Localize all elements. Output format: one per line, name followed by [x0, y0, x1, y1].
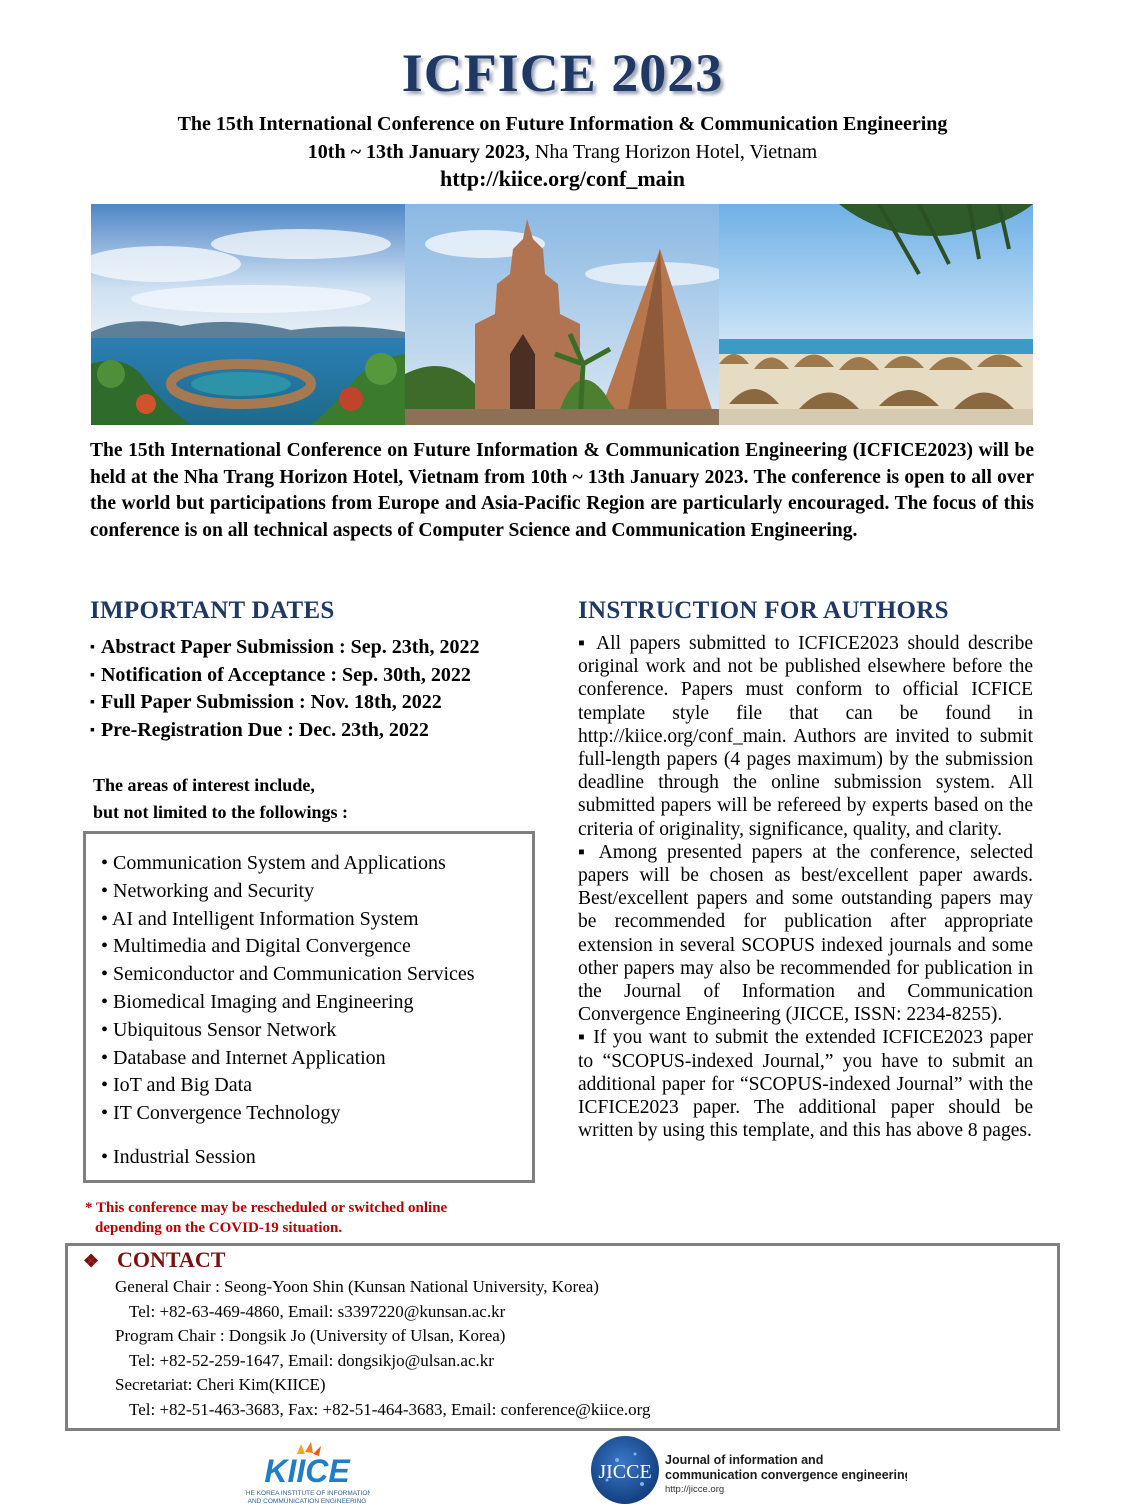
- date-item: ▪ Notification of Acceptance : Sep. 30th, 2022: [90, 662, 560, 690]
- areas-of-interest-box: [83, 831, 535, 1183]
- jicce-logo-line: Journal of information and: [665, 1453, 824, 1467]
- area-item: • Communication System and Applications: [101, 852, 446, 874]
- area-item: • Multimedia and Digital Convergence: [101, 935, 411, 958]
- areas-intro-line: The areas of interest include,: [93, 775, 315, 795]
- instructions-heading: INSTRUCTION FOR AUTHORS: [578, 597, 949, 624]
- instruction-paragraph: ▪ All papers submitted to ICFICE2023 should describe original work and not be published elsewhere before the conference. Papers must conform to official ICFICE template style file that can be found in http://kiice.org/conf_main. Authors are invited to submit full-length papers (4 pages maximum) by the submission deadline through the online submission system. All submitted papers will be refereed by experts based on the criteria of originality, significance, quality, and clarity.: [578, 633, 1033, 840]
- area-item: • Database and Internet Application: [101, 1046, 386, 1069]
- beach-umbrellas-photo: [719, 204, 1033, 425]
- general-chair: General Chair : Seong-Yoon Shin (Kunsan National University, Korea): [115, 1277, 599, 1296]
- nha-trang-bay-photo: [91, 204, 405, 425]
- kiice-logo-name: KIICE: [264, 1453, 350, 1489]
- area-item: • AI and Intelligent Information System: [101, 907, 419, 930]
- secretariat-contact: Tel: +82-51-463-3683, Fax: +82-51-464-3683, Email: conference@kiice.org: [129, 1399, 651, 1419]
- jicce-logo-url: http://jicce.org: [665, 1484, 725, 1495]
- areas-intro-line: but not limited to the followings :: [93, 802, 349, 822]
- kiice-logo-caption: THE KOREA INSTITUTE OF INFORMATION: [245, 1490, 370, 1497]
- page-title: ICFICE 2023: [401, 43, 724, 103]
- conference-full-name: The 15th International Conference on Future Information & Communication Engineering: [177, 113, 948, 135]
- po-nagar-temple-photo: [405, 204, 719, 425]
- photo-strip: [91, 204, 1033, 425]
- conference-dates: 10th ~ 13th January 2023,: [307, 141, 530, 163]
- kiice-logo: [245, 1440, 370, 1506]
- covid-note: [85, 1198, 545, 1238]
- diamond-bullet-icon: ❖: [83, 1251, 100, 1271]
- contact-details: [115, 1275, 1045, 1422]
- area-item: • IoT and Big Data: [101, 1074, 253, 1097]
- area-item: • Networking and Security: [101, 879, 315, 902]
- instruction-paragraph: ▪ If you want to submit the extended ICFICE2023 paper to “SCOPUS-indexed Journal,” you have to submit an additional paper for “SCOPUS-indexed Journal” with the ICFICE2023 paper. The additional paper should be written by using this template, and this has above 8 pages.: [578, 1027, 1033, 1142]
- area-item: • Semiconductor and Communication Services: [101, 963, 475, 986]
- conference-description: The 15th International Conference on Future Information & Communication Engineering (ICFICE2023) will be held at the Nha Trang Horizon Hotel, Vietnam from 10th ~ 13th January 2023. The conference is open to all over the world but participations from Europe and Asia-Pacific Region are particularly encouraged. The focus of this conference is on all technical aspects of Computer Science and Communication Engineering.: [90, 440, 1034, 541]
- conference-venue: Nha Trang Horizon Hotel, Vietnam: [529, 141, 818, 163]
- program-chair-contact: Tel: +82-52-259-1647, Email: dongsikjo@ulsan.ac.kr: [129, 1350, 494, 1370]
- covid-note-line: depending on the COVID-19 situation.: [95, 1220, 343, 1236]
- important-dates-heading: IMPORTANT DATES: [90, 597, 335, 624]
- conference-date-venue: [0, 139, 1125, 165]
- jicce-logo-line: communication convergence engineering: [665, 1468, 907, 1482]
- areas-intro: [93, 772, 513, 826]
- conference-url-link[interactable]: http://kiice.org/conf_main: [439, 166, 686, 191]
- date-item: ▪ Abstract Paper Submission : Sep. 23th, 2022: [90, 634, 560, 662]
- covid-note-line: * This conference may be rescheduled or switched online: [85, 1200, 448, 1216]
- instructions-text: [578, 632, 1033, 1142]
- jicce-logo-name: JICCE: [598, 1461, 652, 1483]
- area-item: • Ubiquitous Sensor Network: [101, 1018, 337, 1041]
- area-item: • Industrial Session: [101, 1145, 256, 1168]
- date-item: ▪ Pre-Registration Due : Dec. 23th, 2022: [90, 717, 560, 745]
- jicce-logo: [587, 1434, 907, 1506]
- area-item: • Biomedical Imaging and Engineering: [101, 990, 414, 1013]
- date-item: ▪ Full Paper Submission : Nov. 18th, 2022: [90, 689, 560, 717]
- instruction-paragraph: ▪ Among presented papers at the conference, selected papers will be chosen as best/excellent paper awards. Best/excellent papers and some outstanding papers may be recommended for publication after appropriate extension in several SCOPUS indexed journals and some other papers may also be recommended for publication in the Journal of Information and Communication Convergence Engineering (JICCE, ISSN: 2234-8255).: [578, 841, 1033, 1026]
- area-item: • IT Convergence Technology: [101, 1102, 341, 1125]
- contact-heading: [83, 1247, 225, 1273]
- general-chair-contact: Tel: +82-63-469-4860, Email: s3397220@kunsan.ac.kr: [129, 1301, 506, 1321]
- program-chair: Program Chair : Dongsik Jo (University of Ulsan, Korea): [115, 1326, 506, 1345]
- kiice-logo-caption: AND COMMUNICATION ENGINEERING: [247, 1498, 367, 1505]
- contact-heading-label: CONTACT: [117, 1247, 226, 1272]
- important-dates-list: [90, 634, 560, 744]
- secretariat: Secretariat: Cheri Kim(KIICE): [115, 1375, 326, 1394]
